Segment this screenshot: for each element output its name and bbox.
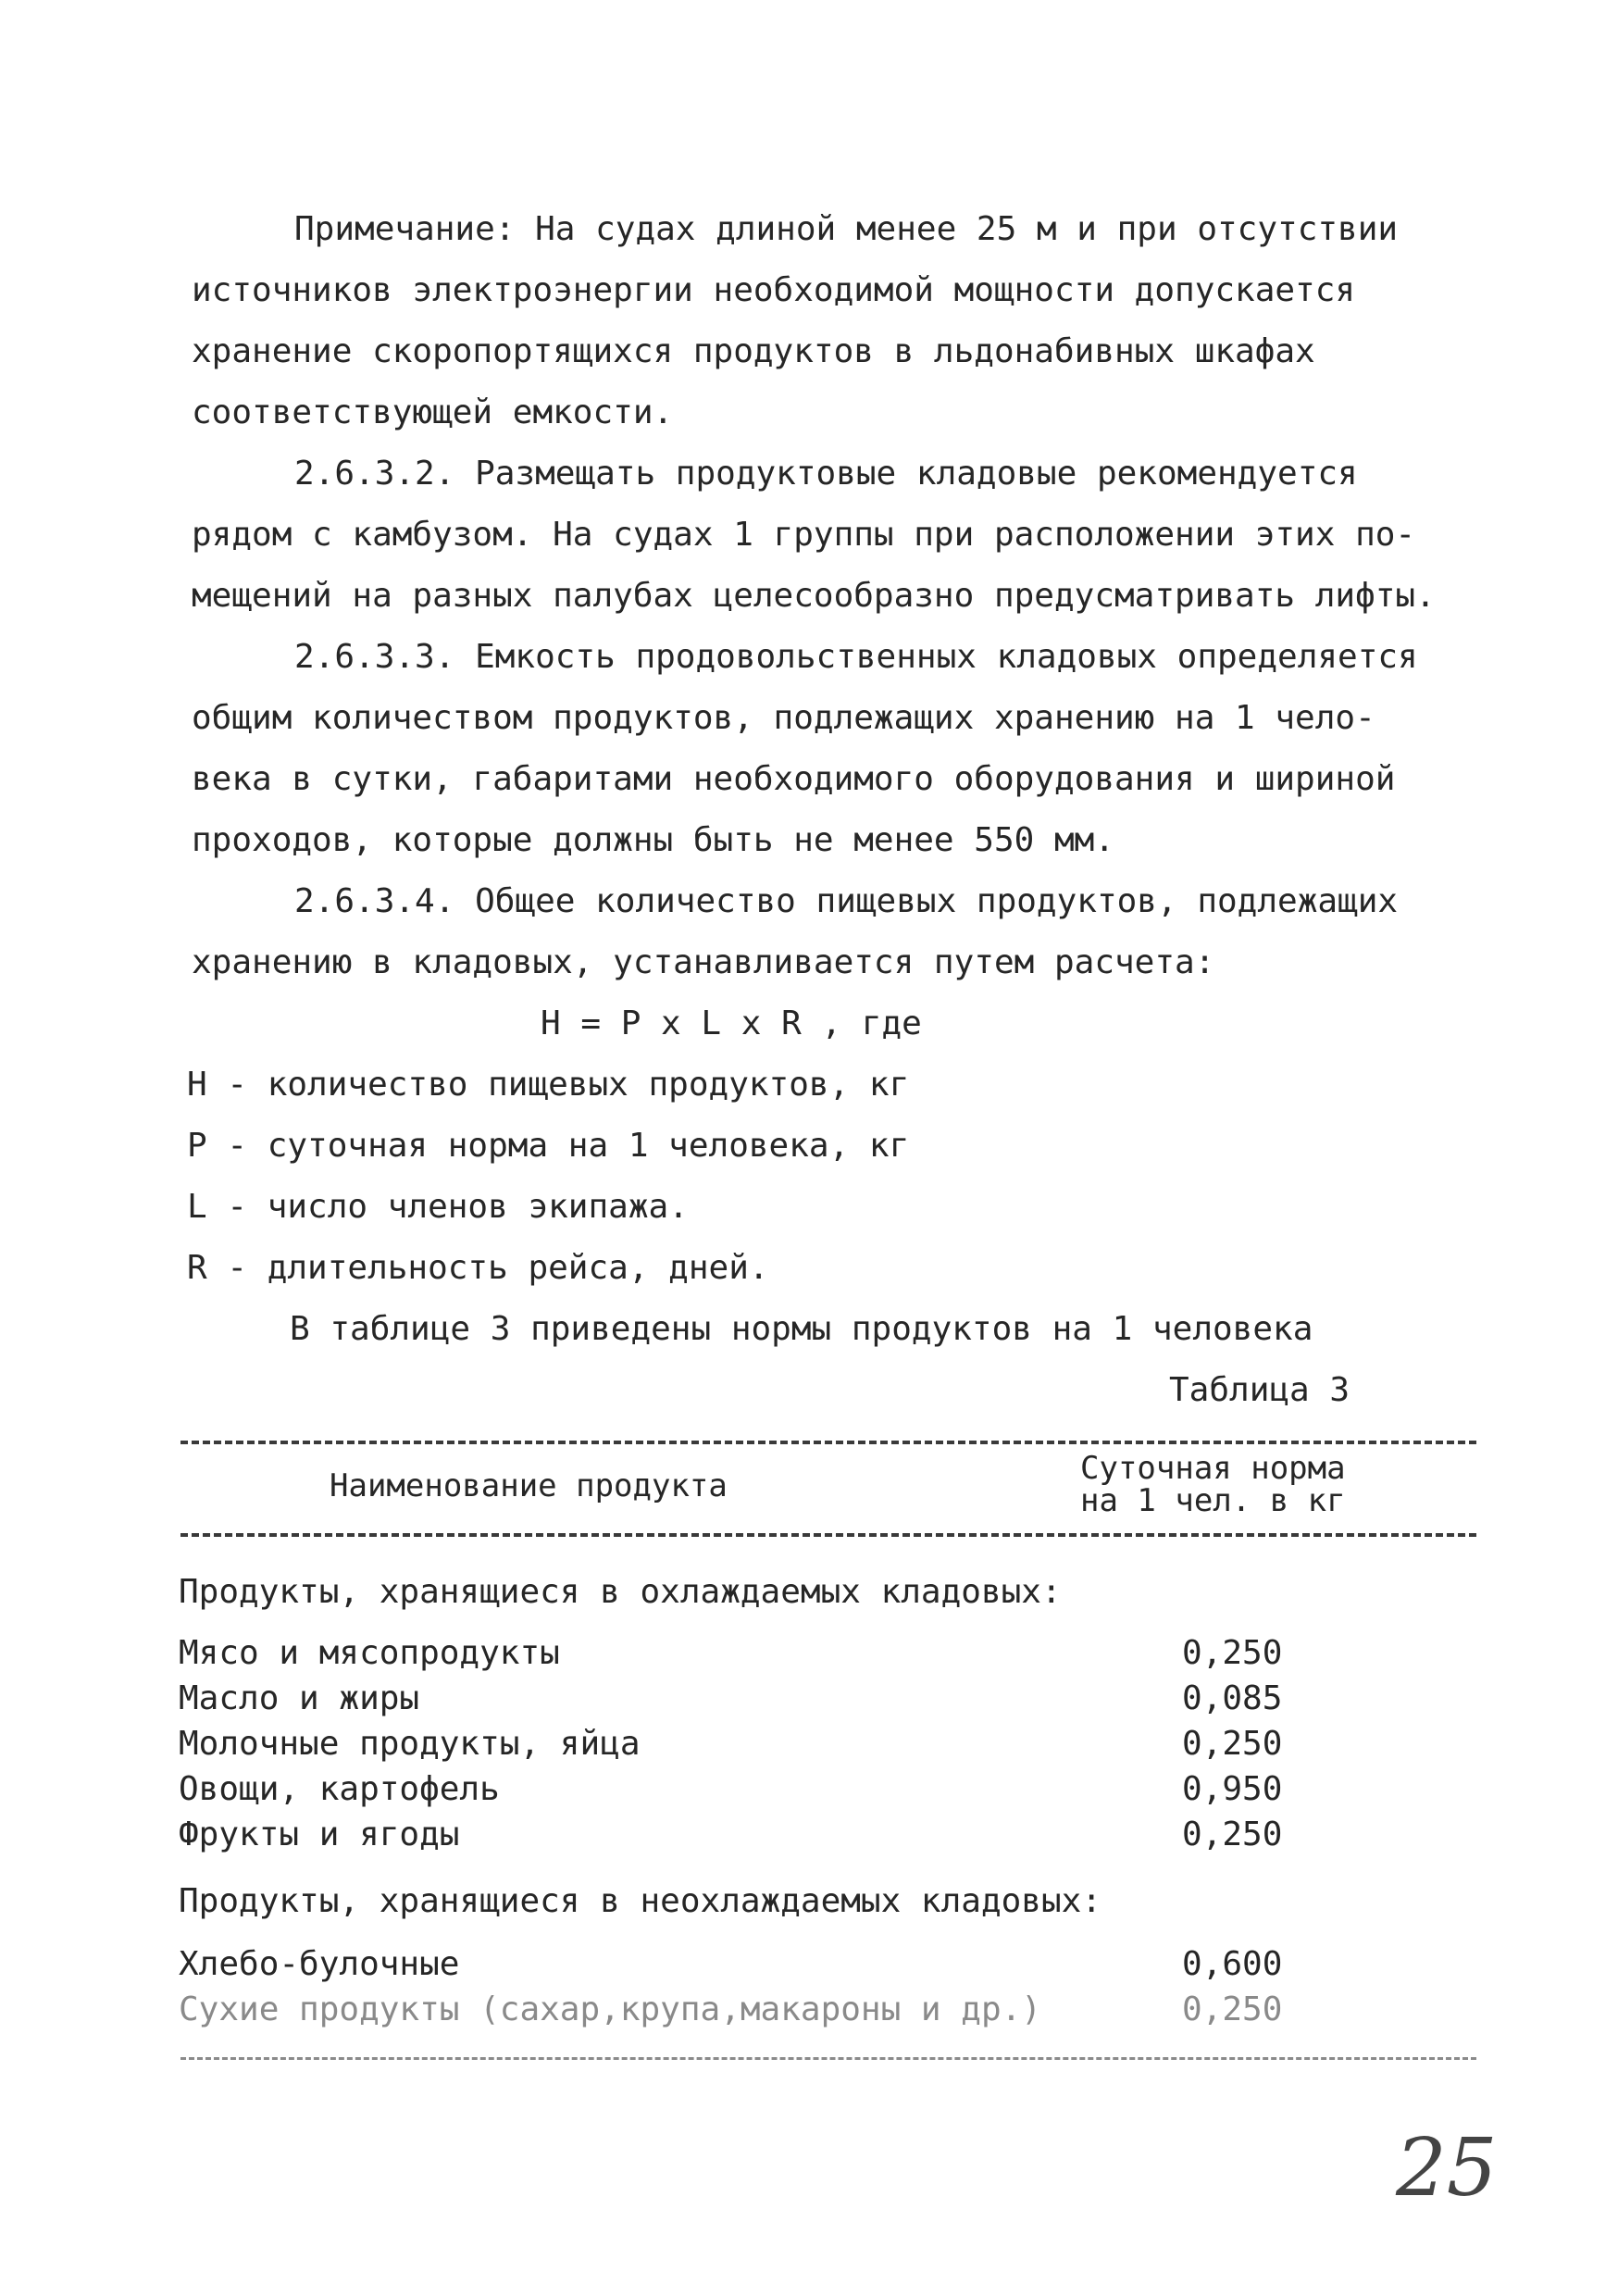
table-row-name: Хлебо-булочные <box>179 1945 460 1983</box>
section-2633-line-2: общим количеством продуктов, подлежащих хранению на 1 чело- <box>192 699 1375 737</box>
table-row-name: Масло и жиры <box>179 1679 420 1717</box>
note-line-3: хранение скоропортящихся продуктов в льдонабивных шкафах <box>192 332 1315 370</box>
table-group-chilled: Продукты, хранящиеся в охлаждаемых кладовых: <box>179 1573 1062 1611</box>
table-row-name: Молочные продукты, яйца <box>179 1725 641 1763</box>
table-intro: В таблице 3 приведены нормы продуктов на 1 человека <box>290 1310 1313 1348</box>
table-row-name: Мясо и мясопродукты <box>179 1634 560 1672</box>
note-line-2: источников электроэнергии необходимой мощности допускается <box>192 271 1356 309</box>
table-row-value: 0,950 <box>1182 1770 1283 1808</box>
note-line-1: Примечание: На судах длиной менее 25 м и при отсутствии <box>294 210 1399 248</box>
table-header-rule <box>180 1533 1476 1537</box>
note-line-4: соответствующей емкости. <box>192 393 674 431</box>
formula: Н = Р х L х R , где <box>541 1004 922 1042</box>
table-row-name: Фрукты и ягоды <box>179 1816 460 1853</box>
table-top-rule <box>180 1441 1476 1444</box>
definition-r: R - длительность рейса, дней. <box>187 1249 769 1287</box>
table-bottom-rule <box>180 2057 1476 2060</box>
section-2632-line-1: 2.6.3.2. Размещать продуктовые кладовые рекомендуется <box>294 455 1358 493</box>
table-row-name: Овощи, картофель <box>179 1770 500 1808</box>
table-header-norm-line-1: Суточная норма <box>1080 1450 1346 1487</box>
section-2633-line-4: проходов, которые должны быть не менее 550 мм. <box>192 821 1114 859</box>
table-row-value: 0,250 <box>1182 1990 1283 2028</box>
section-2632-line-3: мещений на разных палубах целесообразно предусматривать лифты. <box>192 577 1436 615</box>
table-header-norm-line-2: на 1 чел. в кг <box>1080 1482 1346 1519</box>
section-2634-line-2: хранению в кладовых, устанавливается путем расчета: <box>192 943 1215 981</box>
table-caption: Таблица 3 <box>1169 1371 1350 1409</box>
table-group-unchilled: Продукты, хранящиеся в неохлаждаемых кладовых: <box>179 1882 1101 1920</box>
definition-p: Р - суточная норма на 1 человека, кг <box>187 1127 910 1165</box>
table-row-name: Сухие продукты (сахар,крупа,макароны и др.) <box>179 1990 1041 2028</box>
table-row-value: 0,250 <box>1182 1725 1283 1763</box>
table-row-value: 0,250 <box>1182 1634 1283 1672</box>
table-header-name: Наименование продукта <box>330 1467 728 1504</box>
section-2632-line-2: рядом с камбузом. На судах 1 группы при расположении этих по- <box>192 516 1416 554</box>
section-2634-line-1: 2.6.3.4. Общее количество пищевых продуктов, подлежащих <box>294 882 1399 920</box>
section-2633-line-3: века в сутки, габаритами необходимого оборудования и шириной <box>192 760 1396 798</box>
definition-l: L - число членов экипажа. <box>187 1188 689 1226</box>
section-2633-line-1: 2.6.3.3. Емкость продовольственных кладовых определяется <box>294 638 1418 676</box>
table-row-value: 0,600 <box>1182 1945 1283 1983</box>
table-row-value: 0,250 <box>1182 1816 1283 1853</box>
definition-h: Н - количество пищевых продуктов, кг <box>187 1066 910 1104</box>
page-number: 25 <box>1396 2122 1498 2215</box>
table-row-value: 0,085 <box>1182 1679 1283 1717</box>
